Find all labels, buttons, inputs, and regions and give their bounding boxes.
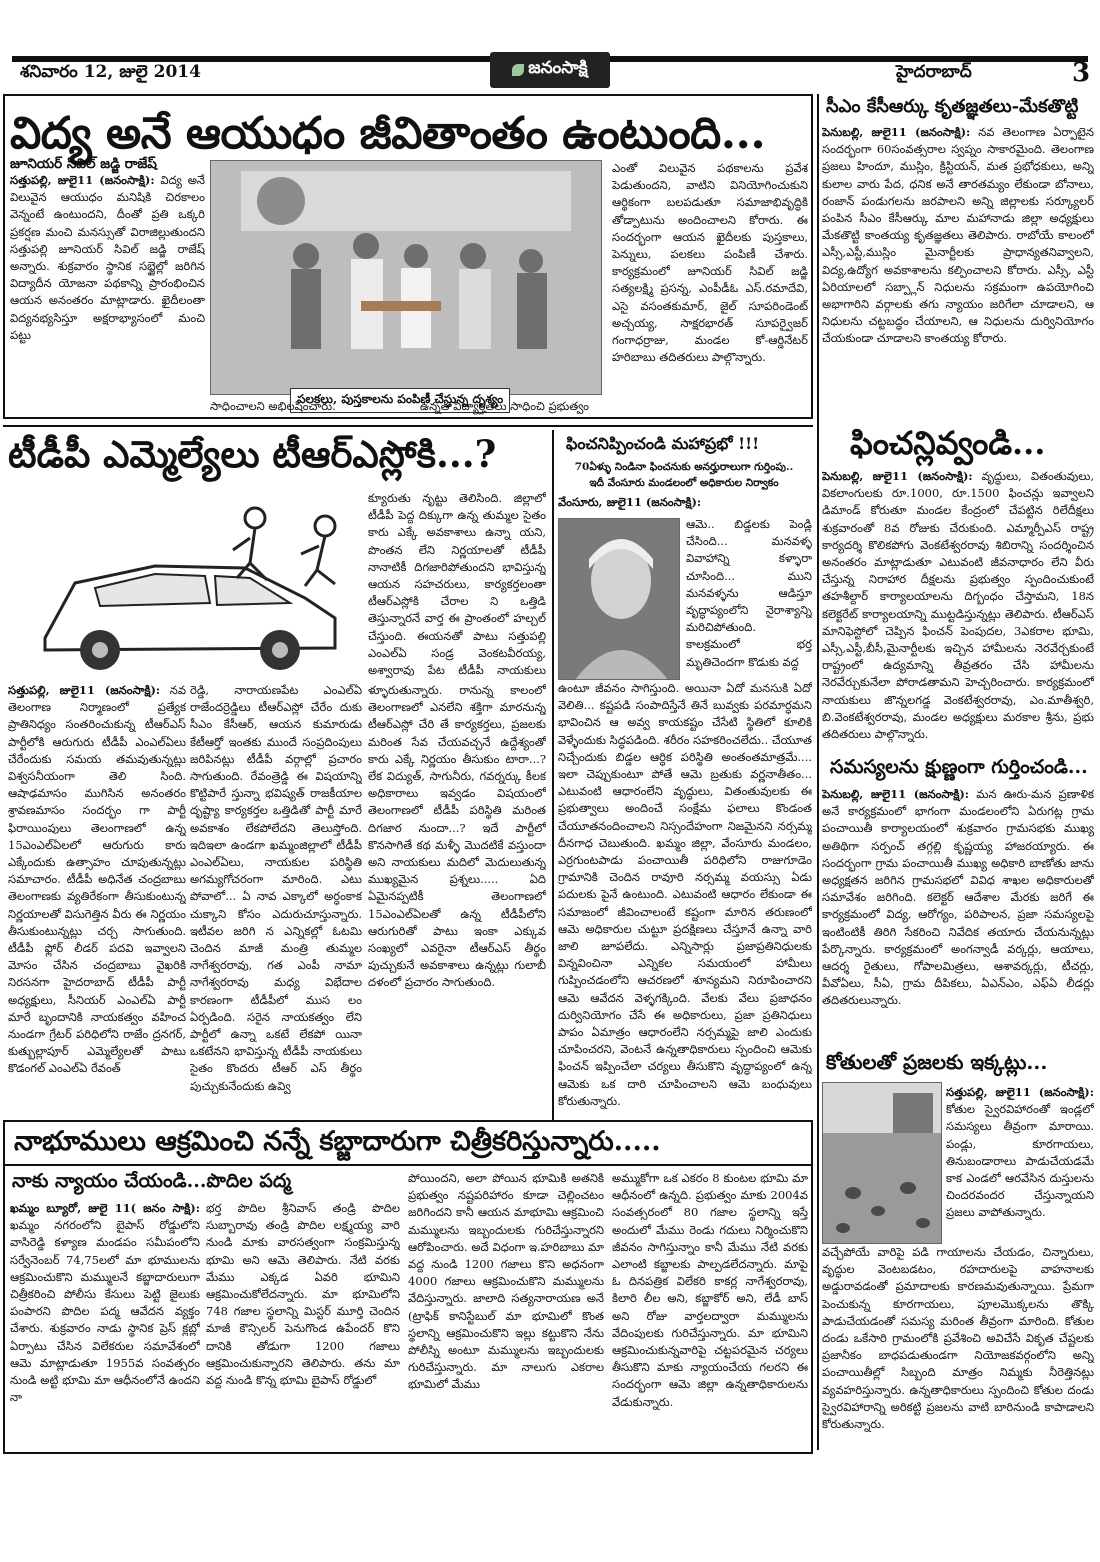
story-land-col1: [10, 1200, 200, 1450]
story-tdp-col2-top: క్యూరుతు నృట్టు తెలిసింది. జిల్లాలో టీడీపీ పెద్ద దిక్కుగా ఉన్న తుమ్మల సైతం కారు ఎక్కే అవకాశాలు ఉన్నా యని, పొంతన లేని నిర్ణయాలతో టీడీపీ నానాటికీ దిగజారిపోతుందని భావిస్తున్న ఆయన సహచరులు, కార్యకర్తలంతా టీఆర్ఎస్లోకి చేరాల ని ఒత్తిడి తెస్తున్నారనే వార్త ఈ ప్రాంతంలో హల్చల్ చేస్తుంది. ఈయనతో పాటు సత్తుపల్లి ఎంఎల్ఏ సండ్ర వెంకటవీరయ్య, అశ్వారావు పేట టీడీపీ నాయకులు: [368, 491, 546, 678]
story-oldlady-side: ఆమె.. బిడ్డలకు పెండ్లి చేసింది... మనవళ్ళ వివాహాన్ని కళ్ళారా చూసింది... ముని మనవళ్ళను ఆడిస్తూ వృద్ధాప్యంలోని నైరాశ్యాన్ని మరిచిపోతుంది. కాలక్రమంలో భర్త మృతిచెందగా కొడుకు వద్ద: [686, 517, 812, 669]
story-problems-body: [822, 786, 1094, 1046]
old-woman-portrait: [559, 519, 680, 680]
story-land-headline-rule: [3, 1164, 813, 1166]
story-problems-headline: సమస్యలను క్షుణ్ణంగా గుర్తించండి...: [830, 756, 1088, 778]
story-land-kicker: నాకు న్యాయం చేయండి...పొదిల పద్మ: [12, 1170, 292, 1192]
story-pension-dateline: పెనుబల్లి, జులై11 (జనంసాక్షి):: [822, 469, 973, 483]
story-land-col3: పోయిందని, అలా పోయిన భూమికి అతనికి ప్రభుత్వం నష్టపరిహారం కూడా చెల్లించటం జరిగిందని కానీ ఆయన మాభూమి ఆక్రమించి మమ్ములను ఇబ్బందులకు గురిచేస్తున్నారని ఆరోపించారు. అదే విధంగా ఇ.హరిబాబు మా వద్ద నుండి 1200 గజాలు కొని అధనంగా 4000 గజాలు ఆక్రమించుకొని మమ్ములను వేదిస్తున్నారు. జాలాది సత్యనారాయణ అనే (ట్రాఫిక్ కానిస్టేబుల్ మా భూమిలో కొంత స్థలాన్ని ఆక్రమించుకొని ఇల్లు కట్టుకొని నేను పోలీస్ని అంటూ మమ్ములను ఇబ్బందులకు గురిచేస్తున్నారు. మా నాలుగు ఎకరాల భూమిలో మేము: [408, 1171, 604, 1392]
story-land-dateline: ఖమ్మం బ్యూరో, జులై 11( జనం సాక్షి):: [10, 1201, 200, 1215]
story-oldlady-headline: ఫించనిప్పించండి మహాప్రభో !!!: [566, 434, 760, 453]
story-problems-dateline: పెనుబల్లి, జులై11 (జనంసాక్షి):: [822, 787, 970, 801]
section-rule-1: [3, 425, 813, 427]
issue-date: శనివారం 12, జులై 2014: [20, 62, 201, 82]
story-monkeys-main: వచ్చేపోయే వారిపై పడి గాయాలను చేయడం, చిన్నారులు, వృద్ధుల వెంటబడటం, రహదారులపై వాహనాలకు అడ్డురావడంతో ప్రమాదాలకు కారణమవుతున్నాయి. ప్రేమగా పెంచుకున్న కూరగాయలు, పూలమొక్కలను తొక్కి పాడుచేయడంతో సమస్య మరింత తీవ్రంగా మారింది. కోతుల దండు ఒకేసారి గ్రామంలోకి ప్రవేశించి అవిచేసే వికృత చేష్టలకు ప్రజానీకం బాధపడుతుండగా నియోజకవర్గంలోని అన్ని పంచాయితీల్లో సిబ్బంది మాత్రం నిమ్మకు నీరెత్తినట్లు వ్యవహరిస్తున్నారు. ఉన్నతాధికారులు స్పందించి కోతుల దండు స్వైరవిహారాన్ని అరికట్టి ప్రజలను వాటి బారినుండి కాపాడాలని కోరుతున్నారు.: [822, 1245, 1094, 1432]
paper-logo: [490, 52, 610, 88]
ceremony-photo-illustration: [211, 161, 602, 395]
story-monkeys-sidetext: కోతుల స్వైరవిహారంతో ఇండ్లలో సమస్యలు తీవ్రంగా మారాయి. పండ్లు, కూరగాయలు, తినుబండారాలు పాడుచేయడమే కాక ఎండలో ఆరవేసిన దుస్తులను చిందరవందర చేస్తున్నాయని ప్రజలు వాపోతున్నారు.: [946, 1102, 1094, 1220]
story-monkeys-headline: కోతులతో ప్రజలకు ఇక్కట్లు...: [826, 1050, 1048, 1074]
story-land-col2: భర్త పొదిల శ్రీనివాస్ తండ్రి పొదిల సుబ్బారావు తండ్రి పొదిల లక్ష్మయ్య వారి నుండి మాకు వారసత్వంగా సంక్రమిస్తున్న భూమి అని ఆమె తెలిపారు. నేటి వరకు మేము ఎక్కడ ఏవరి భూమిని ఆక్రమించుకోలేదన్నారు. మా భూమిలోని 748 గజాల స్థలాన్ని మిస్టర్ మూర్తి చెందిన మాజీ కౌన్సిలర్ పెనుగొండ ఉపేందర్ కొని దానికి తోడుగా 1200 గజాలు ఆక్రమించుకున్నారని తెలిపారు. తను మా వద్ద నుండి కొన్న భూమి బైపాస్ రోడ్డులో: [206, 1201, 400, 1388]
story-pension-text: వృద్ధులు, వితంతువులు, వికలాంగులకు రూ.1000, రూ.1500 ఫించన్లు ఇవ్వాలని డిమాండ్ కోరుతూ మండల కేంద్రంలో చేపట్టిన రిలేదీక్షలు శుక్రవారంతో 8వ రోజుకు చేరుకుంది. ఎమ్మార్పీఎస్ రాష్ట్ర కార్యదర్శి కొలికపోగు వెంకటేశ్వరరావు శిబిరాన్ని సందర్శించిన అనంతరం మాట్లాడుతూ ఎటువంటి జీవనాధారం లేని వీరు చేస్తున్న నిరాహార దీక్షలను ప్రభుత్వం స్పందించుకుంటే తహశీల్దార్ కార్యాలయాలను దిగ్బంధం చేస్తామని, 18న కలెక్టరేట్ కార్యాలయాన్ని ముట్టడిస్తున్నట్లు తెలిపారు. టీఆర్ఎస్ మానిఫెస్టోలో చెప్పిన ఫించన్ పెంపుదల, 3ఎకరాల భూమి, ఎస్సీ,ఎస్టీ,బీసీ,మైనార్టీలకు ఇచ్చిన హామీలను నెరవేర్చకుంటే రాష్ట్రంలో ఉద్యమాన్ని తీవ్రతరం చేసి హామీలను నెరవేర్చుకునేలా పోరాడతామని హెచ్చరించారు. కార్యక్రమంలో నాయకులు జొన్నలగడ్డ వెంకటేశ్వరరావు, ఎం.మాతీశ్వరి, బి.వెంకటేశ్వరరావు, మండల అధ్యక్షులు మరకాల శ్రీను, ప్రభు తదితరులు పాల్గొన్నారు.: [822, 469, 1094, 742]
story-tdp-cartoon: [5, 488, 365, 680]
story-oldlady-dateline: వేంసూరు, జులై11 (జనంసాక్షి):: [558, 495, 702, 509]
story-tdp-col3: ళ్ళూరుతున్నారు. రానున్న కాలంలో తెలంగాణలో ఎనలేని శక్తిగా మారనున్న టీఆర్ఎస్లో చేరి తే కార్యకర్తలు, ప్రజలకు మరింత సేవ చేయవచ్చనే ఉద్దేశ్యంతో కారు ఎక్కే నిర్ణయం తీసుకుం టారా...? లేక విద్యుత్, సాగునీరు, గవర్నర్కు కీలక అధికారాలు ఇవ్వడం విషయంలో తెలంగాణలో టీడీపీ పరిస్థితి మరింత దిగజార నుందా...? ఇదే పార్టీలో కొనసాగితే కథ మళ్ళీ మొదటికే వస్తుందా అని నాయకులు మదిలో మెదులుతున్న ముఖ్యమైన ప్రశ్నలు..... ఏది ఏమైనప్పటికీ తెలంగాణలో 15ఎంఎల్ఏలతో ఉన్న టీడీపీలోని ఆరుగురితో పాటు ఇంకా ఎక్కువ సంఖ్యలో ఎవరైనా టీఆర్ఎస్ తీర్థం పుచ్చుకునే అవకాశాలు ఉన్నట్లు గులాబీ దళంలో ప్రచారం సాగుతుంది.: [368, 683, 546, 990]
story-tdp-body1: నవ తెలంగాణ నిర్మాణంలో ప్రత్యేక ప్రాతినిధ్యం సంతరించుకున్న టీఆర్ఎస్ పార్టీలోకి ఆరుగురు టీడీపీ ఎంఎల్ఏలు చేరేందుకు సమయ తమవుతున్నట్లు విశ్వసనీయంగా తెలి సింది. ఆషాఢమాసం ముగిసిన అనంతరం శ్రావణమాసం సందర్భం గా పార్టీ ఫిరాయింపులు తెలంగాణలో ఉన్న 15ఎంఎల్ఏలలో ఆరుగురు కారు ఎక్కేందుకు ఉత్సాహం చూపుతున్నట్లు సమాచారం. టీడీపీ అధినేత చంద్రబాబు తెలంగాణకు వ్యతిరేకంగా తీసుకుంటున్న నిర్ణయాలతో విసుగెత్తిన వీరు ఈ నిర్ణయం తీసుకుంటున్నట్లు చర్చ సాగుతుంది. టీడీపీ ఫ్లోర్ లీడర్ పదవి ఇవ్వాలని మోసం చేసిన చంద్రబాబు వైఖరికి నిరసనగా హైదరాబాద్ టీడీపీ పార్టీ అధ్యక్షులు, సీనియర్ ఎంఎల్ఏ పార్టీ మారే బృందానికి నాయకత్వం వహించ నుండగా గ్రేటర్ పరిధిలోని రాజేం ద్రనగర్, కుత్బుల్లాపూర్ ఎమ్మెల్యేలతో పాటు కొడంగల్ ఎంఎల్ఏ రేవంత్: [8, 683, 186, 1076]
paper-name: జనంసాక్షి: [528, 58, 588, 78]
edition-city: హైదరాబాద్: [896, 62, 972, 82]
story-tdp-col2: రెడ్డి, నారాయణపేట ఎంఎల్ఏ రాజేందర్రెడ్డిలు టీఆర్ఎస్లో చేరేం దుకు సీఎం కేసీఆర్, ఆయన కుమారుడు కేటీఆర్తో ఇంతకు ముందే సంప్రదింపులు జరిపినట్లు టీడీపీ వర్గాల్లో ప్రచారం సాగుతుంది. రేవంత్రెడ్డి ఈ విషయాన్ని కొట్టిపారే స్తున్నా భవిష్యత్ రాజకీయాల దృష్ట్యా కార్యకర్తల ఒత్తిడితో పార్టీ మారే అవకాశం లేకపోలేదని తెలుస్తోంది. ఇదిఇలా ఉండగా ఖమ్మంజిల్లాలో టీడీపీ ఎంఎల్ఏలు, నాయకుల పరిస్థితి అగమ్యగోచరంగా మారింది. ఎటు పోవాలో... ఏ నావ ఎక్కాలో అర్ధంకాక చుక్కాని కోసం ఎదురుచూస్తున్నారు. ఇటీవల జరిగి న ఎన్నికల్లో ఓటమి చెందిన మాజీ మంత్రి తుమ్మల నాగేశ్వరరావు, గత ఎంపీ నామా నాగేశ్వరరావు మధ్య విభేదాల కారణంగా టీడీపీలో ముస లం ఏర్పడింది. సరైన నాయకత్వం లేని పార్టీలో ఉన్నా ఒకటే లేకపో యినా ఒకటేనని భావిస్తున్న టీడీపీ నాయకులు సైతం కొందరు టీఆర్ ఎస్ తీర్థం పుచ్చుకునేందుకు ఉవ్వి: [190, 683, 362, 1093]
story-education-kicker: జూనియర్ సివిల్ జడ్జి రాజేష్: [10, 156, 157, 172]
story-tdp-dateline: సత్తుపల్లి, జులై11 (జనంసాక్షి):: [8, 683, 161, 697]
story-tdp-headline: టీడీపీ ఎమ్మెల్యేలు టీఆర్ఎస్లోకి...?: [8, 432, 497, 476]
story-kcr-thanks-body: [822, 124, 1094, 424]
story-education-photo: [210, 160, 602, 395]
story-education-caption: పలకలు, పుస్తకాలను పంపిణీ చేస్తున్న దృశ్యం: [290, 388, 510, 413]
story-pension-body: [822, 468, 1094, 748]
story-kcr-thanks-headline: సీఎం కేసీఆర్కు కృతజ్ఞతలు-మేకతొట్టి: [826, 96, 1079, 117]
story-oldlady-main: ఉంటూ జీవనం సాగిస్తుంది. అయినా ఏదో మనసుకి ఏదో వెలితి... కష్టపడి సంపాదిస్తేనే తినే బువ్వకు పరమార్ధమని భావించిన ఆ అవ్వ కాయకష్టం చేసేటి స్థితిలో కూలికి వెళ్ళేందుకు సిద్ధపడింది. శరీరం సహకరించలేదు.. చేయూత నిచ్చేందుకు బిడ్డల ఆర్ధిక పరిస్థితి అంతంతమాత్రమే.... ఇలా చెప్పుకుంటూ పోతే ఆమె బ్రతుకు వర్ణనాతీతం... ఎటువంటి ఆధారంలేని వృద్ధులు, వితంతువులకు ఈ ప్రభుత్వాలు అందించే సంక్షేమ ఫలాలు కొండంత చేయూతనందించాలని నిస్సందేహంగా నిజమైనని నర్సమ్మ దీనగాధ చెబుతుంది. ఖమ్మం జిల్లా, వేంసూరు మండలం, ఎర్రగుంటపాడు పంచాయితీ పరిధిలోని రాజుగూడెం గ్రామానికి చెందిన రావూరి నర్సమ్మ వయస్సు ఏడు పదులకు పైనే ఉంటుంది. ఎటువంటి ఆధారం లేకుండా ఈ సమాజంలో జీవించాలంటే కష్టంగా మారిన తరుణంలో ఆమె అధికారుల చుట్టూ ప్రదక్షిణలు చేస్తూనే ఉన్నా వారి జాలి జూపలేదు. ఎన్నిసార్లు ప్రజాప్రతినిధులకు విన్నవించినా ఎన్నికల సమయంలో హామీలు గుప్పించడంలోని ఆచరణలో శూన్యమని నిరూపించారని ఆమె ఆవేదన వెళ్ళగక్కింది. వేలకు వేలు ప్రజాధనం దుర్వినియోగం చేసే ఈ అధికారులు, ప్రజా ప్రతినిధులు పాపం ఏమాత్రం ఆధారంలేని నర్సమ్మపై జాలి ఎందుకు చూపించరని, వెంటనే ఉన్నతాధికారులు స్పందించి ఆమెకు ఫించన్ ఇప్పించేలా చర్యలు తీసుకొని వృద్ధాప్యంలో ఉన్న ఆమెకు ఒక దారి చూపించాలని ఆమె బంధువులు కోరుతున్నారు.: [558, 681, 812, 1108]
story-oldlady-subhead1: 70ఏళ్ళు నిండినా ఫించనుకు అనర్హురాలుగా గుర్తింపు..: [574, 461, 794, 473]
story-oldlady-dateline-line: [558, 494, 812, 512]
story-education-col1: [10, 172, 205, 414]
story-education-tail: సాధించాలని అభిలషించారు.: [210, 399, 336, 413]
story-kcr-thanks-text: నవ తెలంగాణ ఏర్పాటైన సందర్భంగా 60సంవత్సరాల స్వప్నం సాకారమైంది. తెలంగాణ ప్రజలు హిందూ, ముస్లిం, క్రిస్టియన్, మత ప్రభోధకులు, అన్ని కులాల వారు పేద, ధనిక అనే తారతమ్యం లేకుండా బోనాలు, రంజాన్ పండుగలను జరపాలని అన్ని జిల్లాలకు సర్క్యూలర్ పంపిన సీఎం కేసీఆర్కు మాల మహానాడు జిల్లా అధ్యక్షులు మేకతొట్టి కాంతయ్య కృతజ్ఞతలు తెలిపారు. రాబోయే కాలంలో ఎస్సీ,ఎస్టీ,ముస్లిం మైనార్టీలకు ప్రాధాన్యతనివ్వాలని, విద్య,ఉద్యోగ అవకాశాలను కల్పించాలని కోరారు. ఎస్సీ, ఎస్టీ ఏరియాలలో సబ్ప్లాన్ నిధులను సక్రమంగా ఉపయోగించి అభాగారిని వర్గాలకు తగు న్యాయం జరిగేలా చూడాలని, ఆ నిధులను చట్టబద్ధం చేయాలని, ఆ నిధులను దుర్వినియోగం చేయకుండా చూడాలని కాంతయ్య కోరారు.: [822, 125, 1094, 346]
leaf-icon: [512, 64, 524, 76]
story-education-col3: ఎంతో విలువైన పథకాలను ప్రవేశ పెడుతుందని, వాటిని వినియోగించుకుని ఆర్థికంగా బలపడుతూ సమాజాభివృద్ధికి తోడ్పాటును అందించాలని కోరారు. ఈ సందర్భంగా ఆయన ఖైదీలకు పుస్తకాలు, పెన్నులు, పలకలు పంపిణీ చేశారు. కార్యక్రమంలో జూనియర్ సివిల్ జడ్జి సత్యలక్ష్మి ప్రసన్న, ఎంపీడీఓ ఎస్.రమాదేవి, ఎసై వసంతకుమార్, జైల్ సూపరిండెంట్ అచ్చయ్య, సాక్షరభారత్ సూపర్వైజర్ గంగాధర్రాజు, మండల కో-ఆర్డినేటర్ హరిబాబు తదితరులు పాల్గొన్నారు.: [612, 161, 808, 365]
monkeys-road-photo: [823, 1083, 942, 1244]
right-column-rule: [817, 94, 819, 1450]
story-monkeys-dateline: సత్తుపల్లి, జులై11 (జనంసాక్షి):: [946, 1085, 1094, 1099]
story-land-body1: ఖమ్మం నగరంలోని బైపాస్ రోడ్డులోని వాసిరెడ్డి కళ్యాణ మండపం సమీపంలోని సర్వేనెంబర్ 74,75లలో మా భూములను ఆక్రమించుకొని మమ్ములనే కబ్జాదారులుగా చిత్రీకరించి పోలీసు కేసులు పెట్టి జైలుకు పంపారని పొదిల పద్మ ఆవేదన వ్యక్తం చేశారు. శుక్రవారం నాడు స్థానిక ప్రెస్ క్లబ్లో ఏర్పాటు చేసిన విలేకరుల సమావేశంలో ఆమె మాట్లాడుతూ 1955వ సంవత్సరం నుండి అట్టి భూమి మా ఆధీనంలోనే ఉందని నా: [10, 1218, 200, 1405]
car-cartoon-illustration: [5, 488, 365, 680]
story-oldlady-photo: [558, 518, 680, 680]
story-education-headline: విద్య అనే ఆయుధం జీవితాంతం ఉంటుంది...: [10, 108, 766, 159]
story-education-dateline: సత్తుపల్లి, జులై11 (జనంసాక్షి):: [10, 173, 155, 187]
story-kcr-thanks-dateline: పెనుబల్లి, జులై11 (జనంసాక్షి):: [822, 125, 971, 139]
story-problems-text: మన ఊరు-మన ప్రణాళిక అనే కార్యక్రమంలో భాగంగా మండలంలోని ఏరుగట్ల గ్రామ పంచాయితీ కార్యాలయంలో శుక్రవారం గ్రామసభకు ముఖ్య అతిథిగా సర్పంచ్ తగ్గల్లి కృష్ణయ్య హాజరయ్యారు. ఈ సందర్భంగా గ్రామ పంచాయితీ ముఖ్య అధికారి బాణోతు జాను అధ్యక్షతన జరిగిన గ్రామసభలో వివిధ శాఖల అధికారులతో సమావేశం జరిగింది. కలెక్టర్ ఆదేశాల మేరకు జరిగే ఈ కార్యక్రమంలో విద్య, ఆరోగ్యం, పరిపాలన, ప్రజా సమస్యలపై ఇంటింటికీ తిరిగి సేకరించి నివేదిక తయారు చేయనున్నట్లు పేర్కొన్నారు. కార్యక్రమంలో అంగన్వాడీ వర్కర్లు, ఆయాలు, ఆదర్శ రైతులు, గోపాలమిత్రలు, ఆశావర్కర్లు, టీచర్లు, వీవోఏలు, సీఏ, గ్రామ దీపికలు, ఏఎన్ఎం, ఎఫ్ఏ లీడర్లు తదితరులున్నారు.: [822, 787, 1094, 1008]
page-number: 3: [1072, 58, 1091, 88]
story-monkeys-photo: [822, 1082, 942, 1244]
story-land-headline: నాభూములు ఆక్రమించి నన్నే కబ్జాదారుగా చిత్రీకరిస్తున్నారు.....: [14, 1126, 661, 1157]
story-oldlady-subhead2: ఇదీ వేంసూరు మండలంలో అధికారుల నిర్వాకం: [589, 477, 779, 489]
story-land-col4: అమ్ముకోగా ఒక ఎకరం 8 కుంటల భూమి మా ఆధీనంలో ఉన్నది. ప్రభుత్వం మాకు 2004వ సంవత్సరంలో 80 గజాల స్థలాన్ని ఇస్తే అందులో మేము రెండు గదులు నిర్మించుకొని జీవనం సాగిస్తున్నాం కానీ మేము నేటి వరకు ఎలాంటి కబ్జాలకు పాల్పడలేదన్నారు. మాపై ఓ దినపత్రిక విలేకరి కాకర్ల నాగేశ్వరరావు, కిలారి లీల అని, కబ్జాకోర్ అని, లేడీ బాస్ అని రోజు వార్తలద్వారా మమ్ములను వేదింపులకు గురిచేస్తున్నారు. మా భూమిని ఆక్రమించుకున్నవారిపై చట్టపరమైన చర్యలు తీసుకొని మాకు న్యాయంచేయ గలరని ఈ సందర్భంగా ఆమె జిల్లా ఉన్నతాధికారులను వేడుకున్నారు.: [612, 1171, 808, 1409]
story-monkeys-side: [946, 1084, 1094, 1244]
middle-column-rule: [552, 430, 554, 1120]
story-tdp-col1: [8, 682, 186, 1112]
story-pension-headline: ఫించన్లివ్వండి...: [850, 424, 1046, 462]
story-education-body1: విద్య అనే విలువైన ఆయుధం మనిషికి చిరకాలం వెన్నంటే ఉంటుందని, దీంతో ప్రతి ఒక్కరి ప్రకర్షణ మంచి మనస్సుతో విరాజిల్లుతుందని సత్తుపల్లి జూనియర్ సివిల్ జడ్జి రాజేష్ అన్నారు. శుక్రవారం స్థానిక సబ్జైల్లో జరిగిన విద్యాదీన యోజనా పథకాన్ని ప్రారంభించిన ఆయన అనంతరం మాట్లాడారు. ఖైదీలంతా విద్యనభ్యసిస్తూ అక్షరాభ్యాసంలో మంచి పట్టు: [10, 173, 205, 342]
story-education-tail2: ఉన్నత విద్యార్హతలు సాధించి ప్రభుత్వం: [420, 399, 590, 413]
